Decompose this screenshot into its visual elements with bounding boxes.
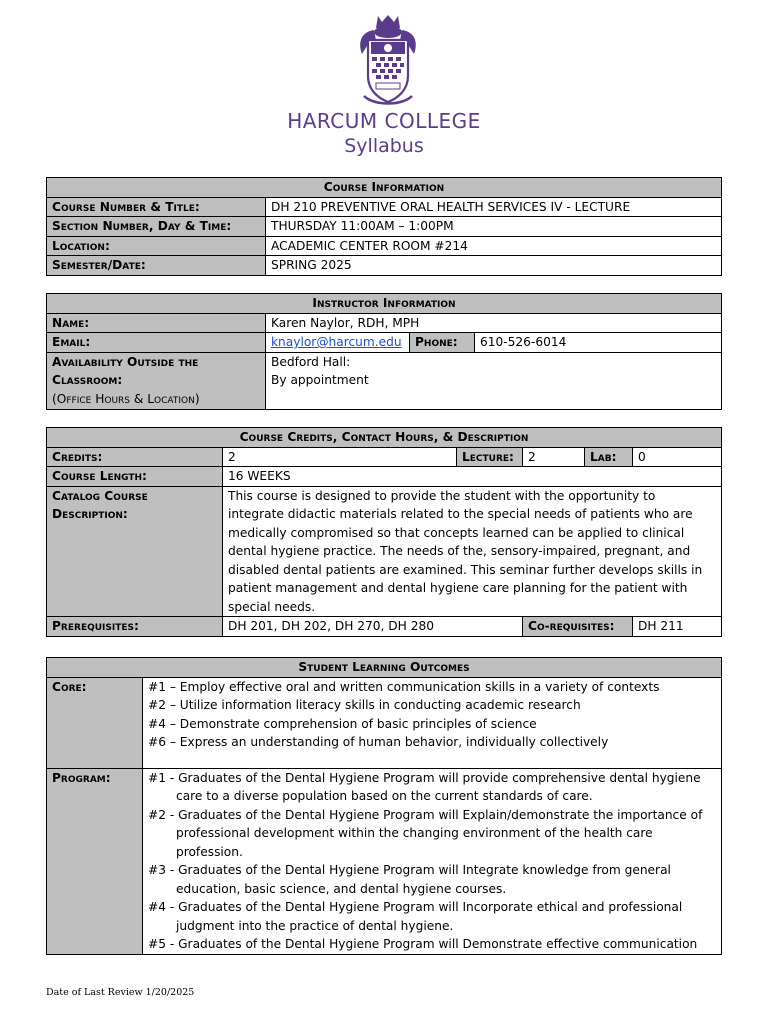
program-outcome-item: #3 - Graduates of the Dental Hygiene Program will Integrate knowledge from general education, basic science, and dental hygiene courses. bbox=[148, 863, 671, 896]
course-credits-header: Course Credits, Contact Hours, & Description bbox=[47, 428, 722, 448]
semester-label: Semester/Date: bbox=[47, 256, 266, 276]
core-outcome-item: #6 – Express an understanding of human behavior, individually collectively bbox=[148, 735, 609, 749]
table-row bbox=[47, 467, 722, 487]
availability-value bbox=[266, 352, 722, 409]
availability-location: Bedford Hall: bbox=[271, 354, 351, 369]
location-label: Location: bbox=[47, 236, 266, 256]
lecture-label: Lecture: bbox=[457, 447, 523, 467]
table-row bbox=[47, 217, 722, 237]
table-row bbox=[47, 333, 722, 353]
credits-value: 2 bbox=[223, 447, 457, 467]
lab-value: 0 bbox=[633, 447, 722, 467]
catalog-description-label bbox=[47, 486, 223, 617]
name-label: Name: bbox=[47, 313, 266, 333]
phone-label: Phone: bbox=[410, 333, 475, 353]
course-information-header: Course Information bbox=[47, 178, 722, 198]
core-outcome-item: #1 – Employ effective oral and written communication skills in a variety of contexts bbox=[148, 679, 660, 694]
lab-label: Lab: bbox=[585, 447, 633, 467]
availability-label-note: (Office Hours & Location) bbox=[52, 391, 200, 406]
table-row bbox=[47, 236, 722, 256]
availability-label-line: Availability Outside the bbox=[52, 354, 199, 369]
table-row bbox=[47, 313, 722, 333]
program-outcome-item: #5 - Graduates of the Dental Hygiene Program will Demonstrate effective communication bbox=[148, 937, 698, 951]
prerequisites-value: DH 201, DH 202, DH 270, DH 280 bbox=[223, 617, 523, 637]
prerequisites-label: Prerequisites: bbox=[47, 617, 223, 637]
learning-outcomes-table bbox=[46, 657, 722, 955]
semester-value: SPRING 2025 bbox=[266, 256, 722, 276]
email-link[interactable]: knaylor@harcum.edu bbox=[271, 335, 402, 349]
availability-label bbox=[47, 352, 266, 409]
location-value: ACADEMIC CENTER ROOM #214 bbox=[266, 236, 722, 256]
core-outcome-item: #4 – Demonstrate comprehension of basic principles of science bbox=[148, 716, 537, 731]
college-seal-logo bbox=[354, 14, 422, 108]
course-credits-table bbox=[46, 427, 722, 637]
course-number-label: Course Number & Title: bbox=[47, 197, 266, 217]
course-length-value: 16 WEEKS bbox=[223, 467, 722, 487]
course-number-value: DH 210 PREVENTIVE ORAL HEALTH SERVICES IV - LECTURE bbox=[266, 197, 722, 217]
lecture-value: 2 bbox=[523, 447, 585, 467]
section-value: THURSDAY 11:00AM – 1:00PM bbox=[266, 217, 722, 237]
table-row bbox=[47, 447, 722, 467]
corequisites-label: Co-requisites: bbox=[523, 617, 633, 637]
catalog-description-label-line: Description: bbox=[52, 507, 128, 521]
table-row bbox=[47, 352, 722, 409]
credits-label: Credits: bbox=[47, 447, 223, 467]
program-outcome-item: #4 - Graduates of the Dental Hygiene Program will Incorporate ethical and professional judgment into the practice of dental hygiene. bbox=[148, 900, 683, 933]
course-information-table bbox=[46, 177, 722, 276]
availability-hours: By appointment bbox=[271, 373, 369, 387]
name-value: Karen Naylor, RDH, MPH bbox=[266, 313, 722, 333]
program-outcome-item: #2 - Graduates of the Dental Hygiene Program will Explain/demonstrate the importance of professional development within the changing environment of the health care profession. bbox=[148, 807, 703, 859]
last-review-date: Date of Last Review 1/20/2025 bbox=[46, 987, 195, 998]
learning-outcomes-header: Student Learning Outcomes bbox=[47, 658, 722, 678]
program-outcomes bbox=[143, 768, 722, 954]
catalog-description-label-line: Catalog Course bbox=[52, 488, 148, 503]
phone-value: 610-526-6014 bbox=[475, 333, 722, 353]
section-label: Section Number, Day & Time: bbox=[47, 217, 266, 237]
table-row bbox=[47, 768, 722, 954]
table-row bbox=[47, 617, 722, 637]
core-label: Core: bbox=[47, 677, 143, 768]
program-outcome-item: #1 - Graduates of the Dental Hygiene Program will provide comprehensive dental hygiene care to a diverse population based on the current standards of care. bbox=[148, 770, 701, 803]
document-subtitle: Syllabus bbox=[344, 135, 424, 157]
table-row bbox=[47, 486, 722, 617]
core-outcomes bbox=[143, 677, 722, 768]
table-row bbox=[47, 256, 722, 276]
table-row bbox=[47, 197, 722, 217]
core-outcome-item: #2 – Utilize information literacy skills in conducting academic research bbox=[148, 698, 581, 712]
availability-label-line: Classroom: bbox=[52, 373, 123, 387]
corequisites-value: DH 211 bbox=[633, 617, 722, 637]
catalog-description-value: This course is designed to provide the student with the opportunity to integrate didactic materials related to the special needs of patients who are medically compromised so that concepts learned can be applied to clinical dental hygiene practice. The needs of the, sensory-impaired, pregnant, and disabled dental patients are examined. This seminar further develops skills in patient management and dental hygiene care planning for the patient with special needs. bbox=[223, 486, 722, 617]
course-length-label: Course Length: bbox=[47, 467, 223, 487]
email-label: Email: bbox=[47, 333, 266, 353]
instructor-information-table bbox=[46, 293, 722, 410]
table-row bbox=[47, 677, 722, 768]
program-label: Program: bbox=[47, 768, 143, 954]
college-name: HARCUM COLLEGE bbox=[287, 109, 481, 133]
instructor-information-header: Instructor Information bbox=[47, 294, 722, 314]
